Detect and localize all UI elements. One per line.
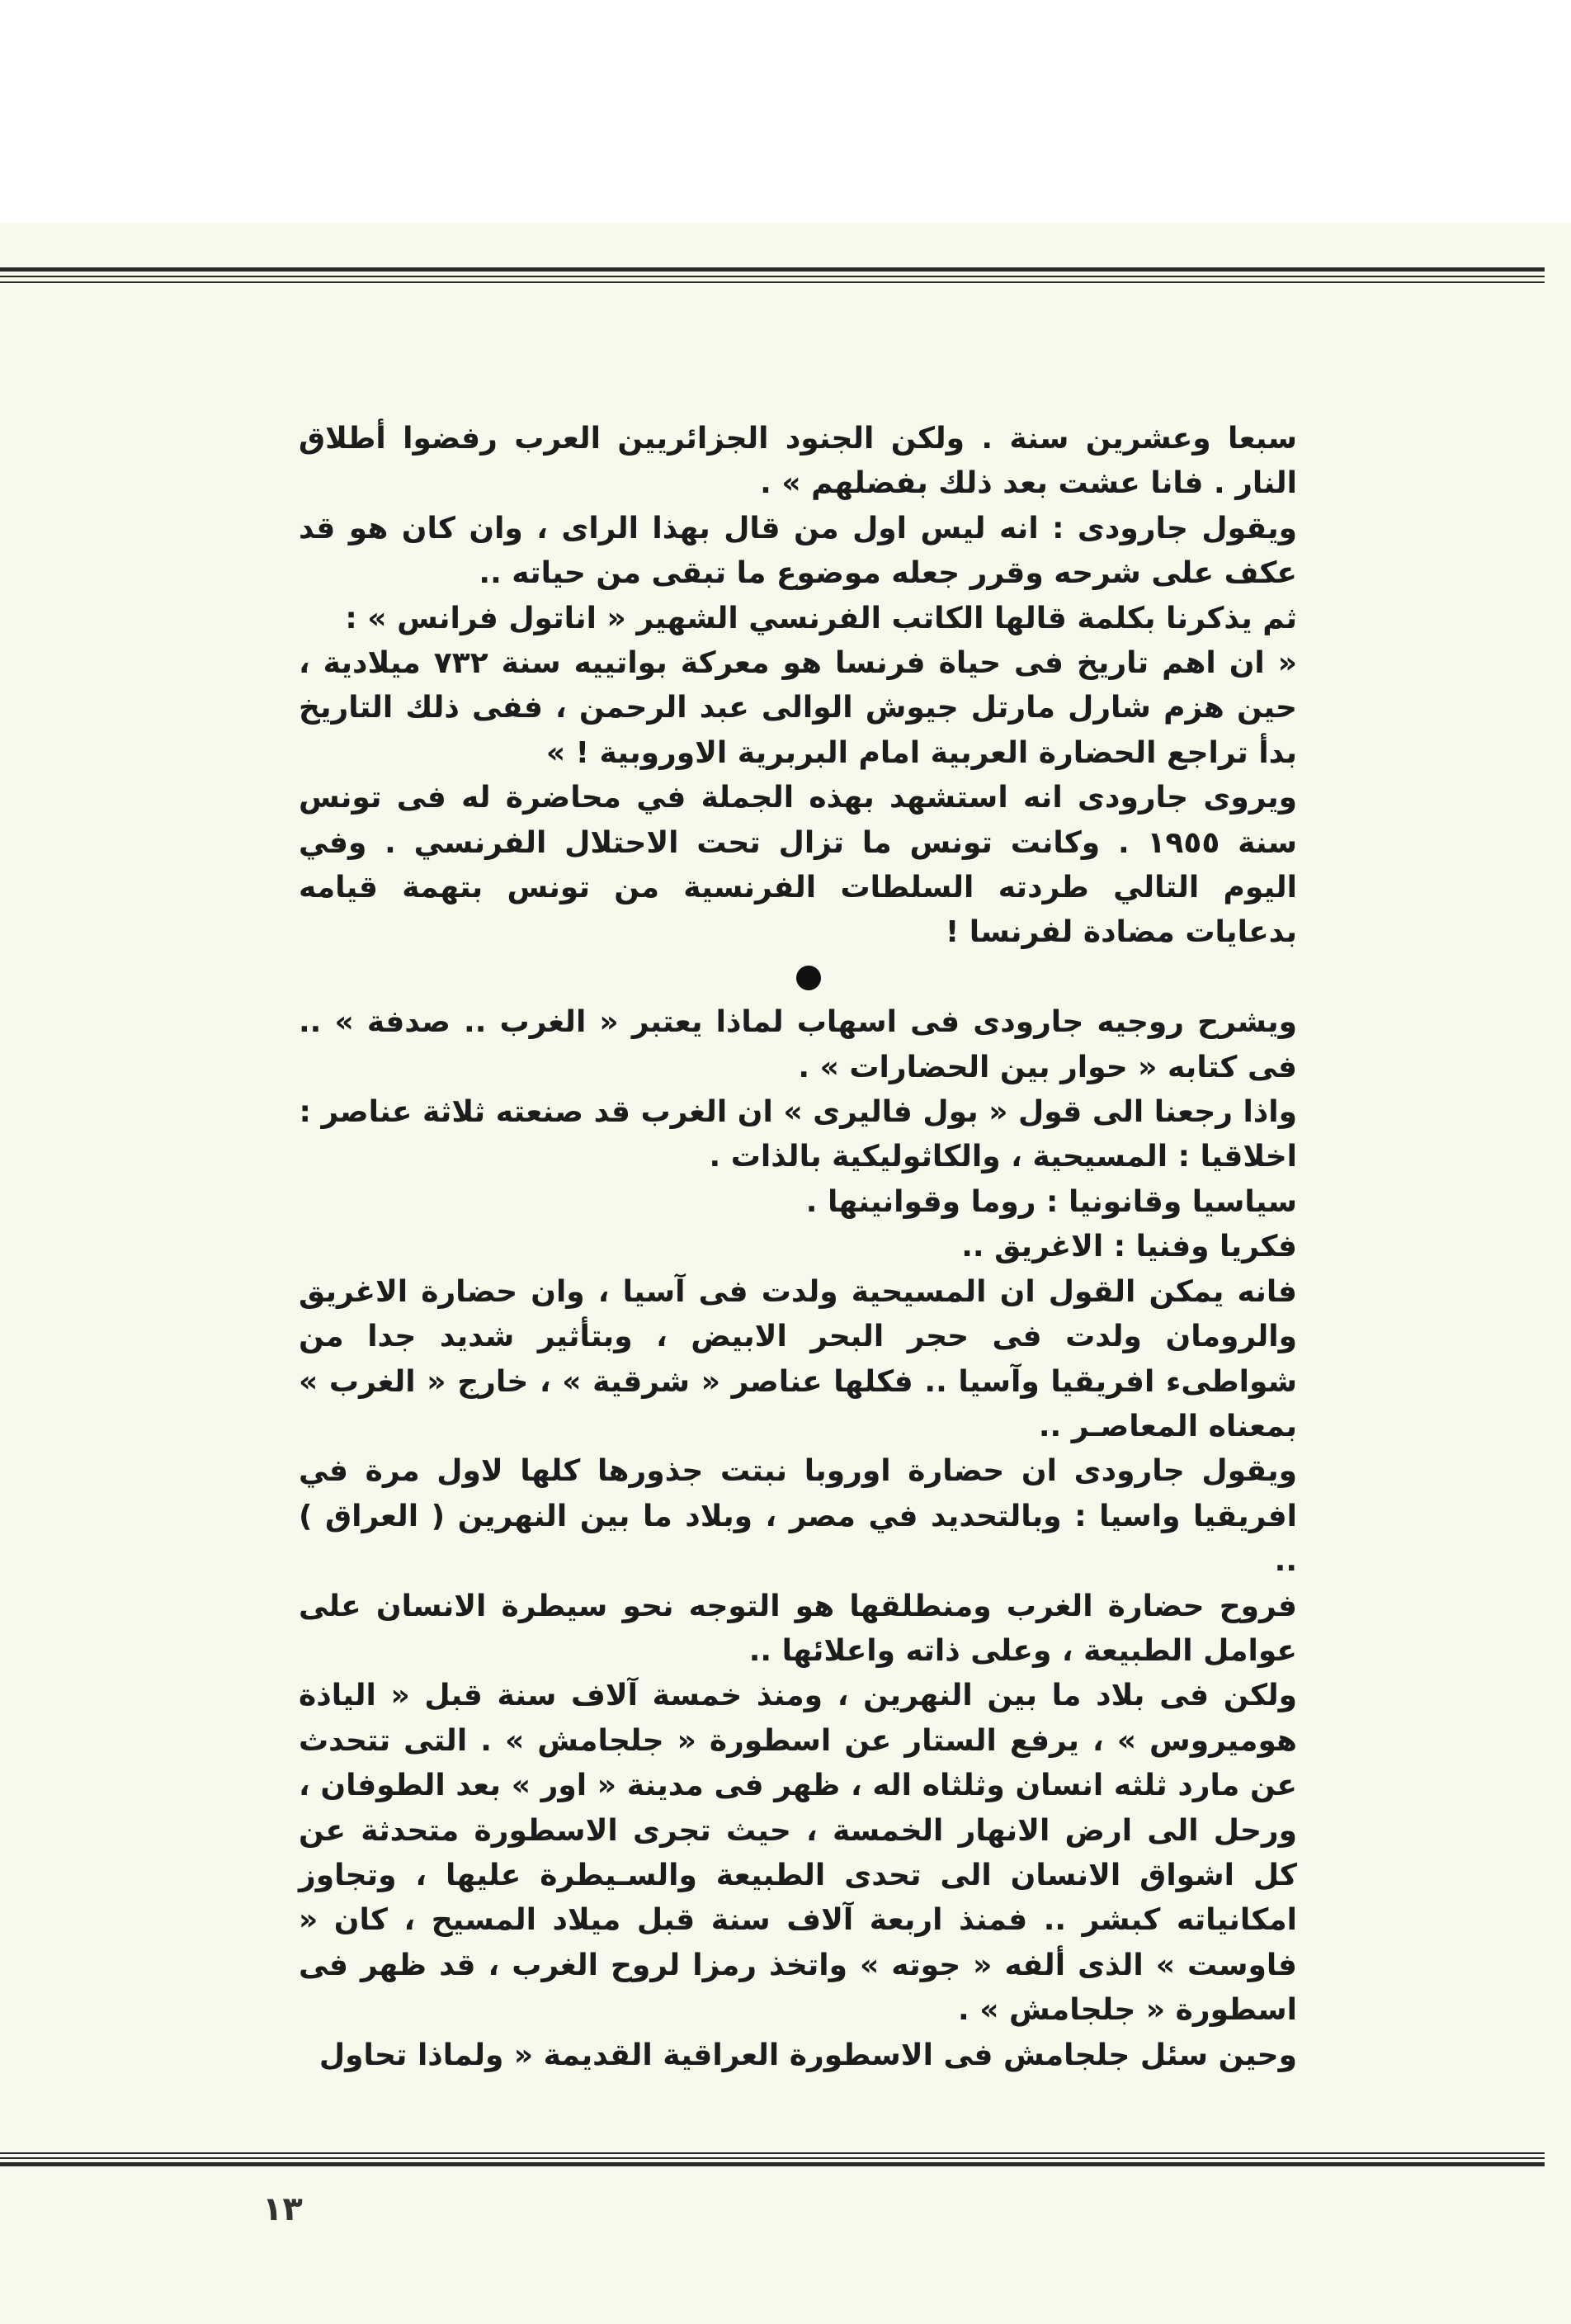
list-item: فكريا وفنيا : الاغريق .. <box>961 1230 1297 1264</box>
list-item: اخلاقيا : المسيحية ، والكاثوليكية بالذات . <box>709 1140 1297 1174</box>
paragraph: فروح حضارة الغرب ومنطلقها هو التوجه نحو سيطرة الانسان على عوامل الطبيعة ، وعلى ذاته واعلائها .. <box>299 1589 1297 1668</box>
list-item: سياسيا وقانونيا : روما وقوانينها . <box>805 1184 1297 1219</box>
paragraph: ويشرح روجيه جارودى فى اسهاب لماذا يعتبر « الغرب .. صدفة » .. فى كتابه « حوار بين الحضارات » . <box>299 1005 1297 1084</box>
page-text-body <box>299 417 1297 2078</box>
section-separator <box>299 956 1297 1000</box>
top-rule-thick <box>0 267 1545 272</box>
bottom-rule-thick <box>0 2162 1545 2166</box>
page-number: ١٣ <box>262 2190 303 2228</box>
separator-dot-icon <box>796 966 821 990</box>
paragraph: واذا رجعنا الى قول « بول فاليرى » ان الغرب قد صنعته ثلاثة عناصر : <box>299 1095 1297 1130</box>
top-rule-thin-2 <box>0 281 1545 283</box>
paragraph: سبعا وعشرين سنة . ولكن الجنود الجزائريين العرب رفضوا أطلاق النار . فانا عشت بعد ذلك بفضلهم » . <box>299 422 1297 501</box>
paragraph: ويروى جارودى انه استشهد بهذه الجملة في محاضرة له فى تونس سنة ١٩٥٥ . وكانت تونس ما تزال تحت الاحتلال الفرنسي . وفي اليوم التالي طردته السلطات الفرنسية من تونس بتهمة قيامه بدعايات مضادة لفرنسا ! <box>299 781 1298 950</box>
bottom-rule-thin-2 <box>0 2157 1545 2159</box>
paragraph: فانه يمكن القول ان المسيحية ولدت فى آسيا ، وان حضارة الاغريق والرومان ولدت فى حجر البحر الابيض ، وبتأثير شديد جدا من شواطىء افريقيا وآسيا .. فكلها عناصر « شرقية » ، خارج « الغرب » بمعناه المعاصـر .. <box>299 1274 1297 1443</box>
quotation-paragraph: « ان اهم تاريخ فى حياة فرنسا هو معركة بواتييه سنة ٧٣٢ ميلادية ، حين هزم شارل مارتل جيوش الوالى عبد الرحمن ، ففى ذلك التاريخ بدأ تراجع الحضارة العربية امام البربرية الاوروبية ! » <box>299 646 1297 770</box>
paragraph: وحين سئل جلجامش فى الاسطورة العراقية القديمة « ولماذا تحاول <box>318 2038 1297 2072</box>
paragraph: ثم يذكرنا بكلمة قالها الكاتب الفرنسي الشهير « اناتول فرانس » : <box>345 601 1297 635</box>
bottom-rule-thin-1 <box>0 2152 1545 2154</box>
paragraph: ويقول جارودى : انه ليس اول من قال بهذا الراى ، وان كان هو قد عكف على شرحه وقرر جعله موضوع ما تبقى من حياته .. <box>299 511 1297 591</box>
paragraph: ويقول جارودى ان حضارة اوروبا نبتت جذورها كلها لاول مرة في افريقيا واسيا : وبالتحديد في مصر ، وبلاد ما بين النهرين ( العراق ) .. <box>299 1454 1297 1579</box>
page-top-margin <box>0 0 1571 223</box>
paragraph: ولكن فى بلاد ما بين النهرين ، ومنذ خمسة آلاف سنة قبل « الياذة هوميروس » ، يرفع الستار عن اسطورة « جلجامش » . التى تتحدث عن مارد ثلثه انسان وثلثاه اله ، ظهر فى مدينة « اور » بعد الطوفان ، ورحل الى ارض الانهار الخمسة ، حيث تجرى الاسطورة متحدثة عن كل اشواق الانسان الى تحدى الطبيعة والسـيطرة عليها ، وتجاوز امكانياته كبشر .. فمنذ اربعة آلاف سنة قبل ميلاد المسيح ، كان « فاوست » الذى ألفه « جوته » واتخذ رمزا لروح الغرب ، قد ظهر فى اسطورة « جلجامش » . <box>299 1679 1297 2028</box>
top-rule-thin-1 <box>0 276 1545 277</box>
